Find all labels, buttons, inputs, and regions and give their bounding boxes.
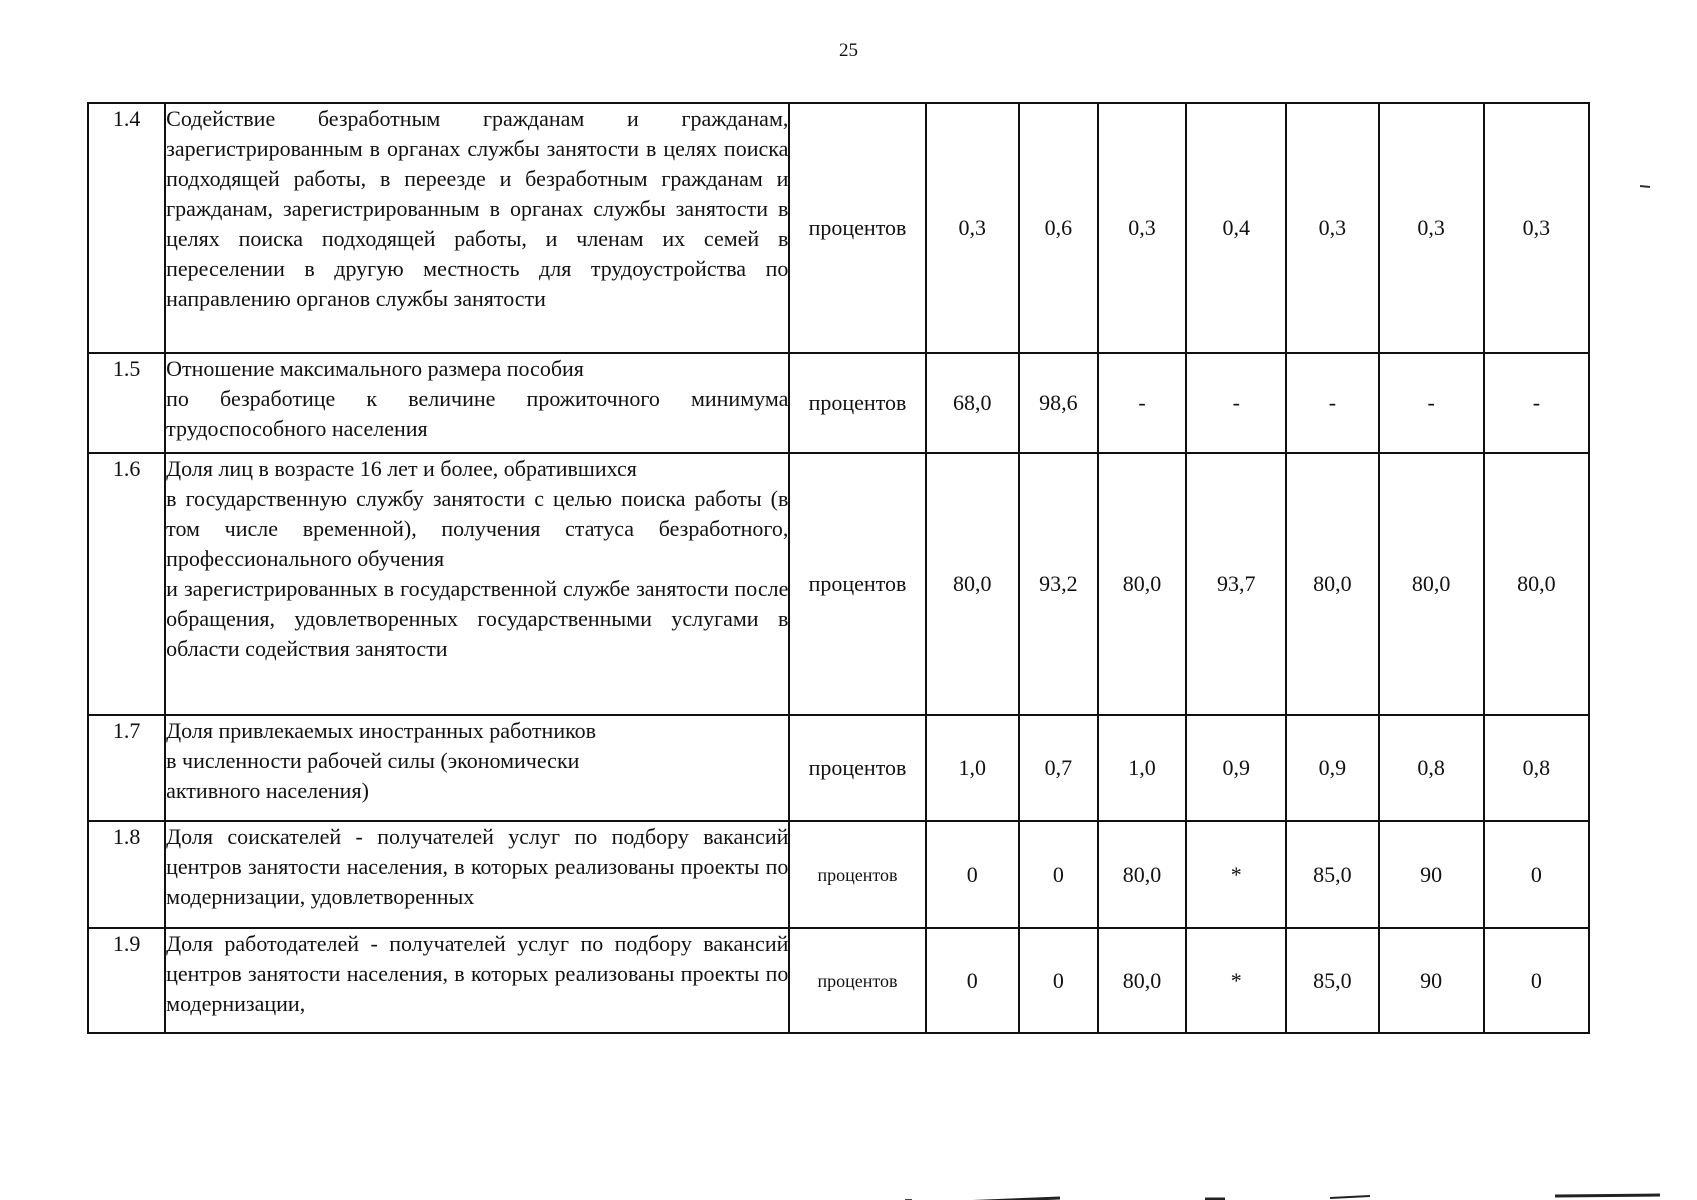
- description-line: Отношение максимального размера пособия: [166, 356, 584, 381]
- unit-cell: процентов: [789, 715, 925, 821]
- value-cell: 0: [926, 821, 1019, 928]
- page-number: 25: [839, 40, 858, 61]
- indicator-description: [165, 928, 789, 1033]
- value-cell: 80,0: [1098, 453, 1186, 715]
- value-cell: -: [1379, 353, 1484, 453]
- table-row: [88, 715, 1589, 821]
- indicators-table: [87, 102, 1590, 1034]
- value-cell: 0,9: [1286, 715, 1378, 821]
- indicator-description: [165, 103, 789, 353]
- row-number: 1.4: [88, 103, 165, 353]
- description-line: Доля лиц в возрасте 16 лет и более, обратившихся: [166, 456, 637, 481]
- description-line: по безработице к величине прожиточного минимума трудоспособного населения: [166, 386, 789, 441]
- value-cell: 0,3: [1098, 103, 1186, 353]
- indicator-description: [165, 453, 789, 715]
- value-cell: 0: [1484, 821, 1589, 928]
- value-cell: 93,2: [1019, 453, 1098, 715]
- indicator-description: [165, 353, 789, 453]
- description-line: Доля соискателей - получателей услуг по подбору вакансий центров занятости населения, в которых реализованы проекты по модернизации, удовлетворенных: [166, 824, 789, 909]
- row-number: 1.7: [88, 715, 165, 821]
- value-cell: 93,7: [1186, 453, 1286, 715]
- value-cell: 90: [1379, 928, 1484, 1033]
- value-cell: 1,0: [1098, 715, 1186, 821]
- description-line: и зарегистрированных в государственной службе занятости после обращения, удовлетворенных государственными услугами в области содействия занятости: [166, 576, 789, 661]
- value-cell: 0,7: [1019, 715, 1098, 821]
- table-row: [88, 928, 1589, 1033]
- value-cell: 0,4: [1186, 103, 1286, 353]
- value-cell: *: [1186, 821, 1286, 928]
- value-cell: -: [1098, 353, 1186, 453]
- value-cell: 0: [1019, 821, 1098, 928]
- value-cell: 0,8: [1484, 715, 1589, 821]
- row-number: 1.8: [88, 821, 165, 928]
- value-cell: 90: [1379, 821, 1484, 928]
- value-cell: 0,6: [1019, 103, 1098, 353]
- description-line: Содействие безработным гражданам и гражданам, зарегистрированным в органах службы занятости в целях поиска подходящей работы, в переезде и безработным гражданам и гражданам, зарегистрированным в органах службы занятости в целях поиска подходящей работы, и членам их семей в переселении в другую местность для трудоустройства по направлению органов службы занятости: [166, 106, 789, 311]
- value-cell: 80,0: [926, 453, 1019, 715]
- unit-cell: процентов: [789, 928, 925, 1033]
- value-cell: 80,0: [1379, 453, 1484, 715]
- unit-cell: процентов: [789, 103, 925, 353]
- description-line: Доля работодателей - получателей услуг по подбору вакансий центров занятости населения, в которых реализованы проекты по модернизации,: [166, 931, 789, 1016]
- unit-cell: процентов: [789, 453, 925, 715]
- unit-cell: процентов: [789, 353, 925, 453]
- value-cell: 0,3: [1379, 103, 1484, 353]
- value-cell: -: [1286, 353, 1378, 453]
- description-line: в государственную службу занятости с целью поиска работы (в том числе временной), получения статуса безработного, профессионального обучения: [166, 486, 789, 571]
- description-line: активного населения): [166, 778, 369, 803]
- table-row: [88, 453, 1589, 715]
- value-cell: 68,0: [926, 353, 1019, 453]
- scan-mark: [1330, 1196, 1370, 1198]
- row-number: 1.9: [88, 928, 165, 1033]
- value-cell: 80,0: [1098, 821, 1186, 928]
- row-number: 1.6: [88, 453, 165, 715]
- value-cell: 1,0: [926, 715, 1019, 821]
- value-cell: 80,0: [1286, 453, 1378, 715]
- value-cell: 0,9: [1186, 715, 1286, 821]
- value-cell: 0: [926, 928, 1019, 1033]
- value-cell: *: [1186, 928, 1286, 1033]
- scan-mark: [1640, 186, 1650, 187]
- description-line: в численности рабочей силы (экономически: [166, 748, 580, 773]
- value-cell: 0,3: [926, 103, 1019, 353]
- value-cell: 0: [1484, 928, 1589, 1033]
- value-cell: 98,6: [1019, 353, 1098, 453]
- indicator-description: [165, 715, 789, 821]
- row-number: 1.5: [88, 353, 165, 453]
- value-cell: 80,0: [1098, 928, 1186, 1033]
- scan-mark: [1555, 1195, 1660, 1196]
- value-cell: 0,3: [1484, 103, 1589, 353]
- value-cell: 0,8: [1379, 715, 1484, 821]
- unit-cell: процентов: [789, 821, 925, 928]
- value-cell: -: [1484, 353, 1589, 453]
- value-cell: 0,3: [1286, 103, 1378, 353]
- table-row: [88, 353, 1589, 453]
- table-row: [88, 821, 1589, 928]
- value-cell: -: [1186, 353, 1286, 453]
- value-cell: 0: [1019, 928, 1098, 1033]
- table-row: [88, 103, 1589, 353]
- value-cell: 80,0: [1484, 453, 1589, 715]
- indicator-description: [165, 821, 789, 928]
- value-cell: 85,0: [1286, 821, 1378, 928]
- description-line: Доля привлекаемых иностранных работников: [166, 718, 597, 743]
- value-cell: 85,0: [1286, 928, 1378, 1033]
